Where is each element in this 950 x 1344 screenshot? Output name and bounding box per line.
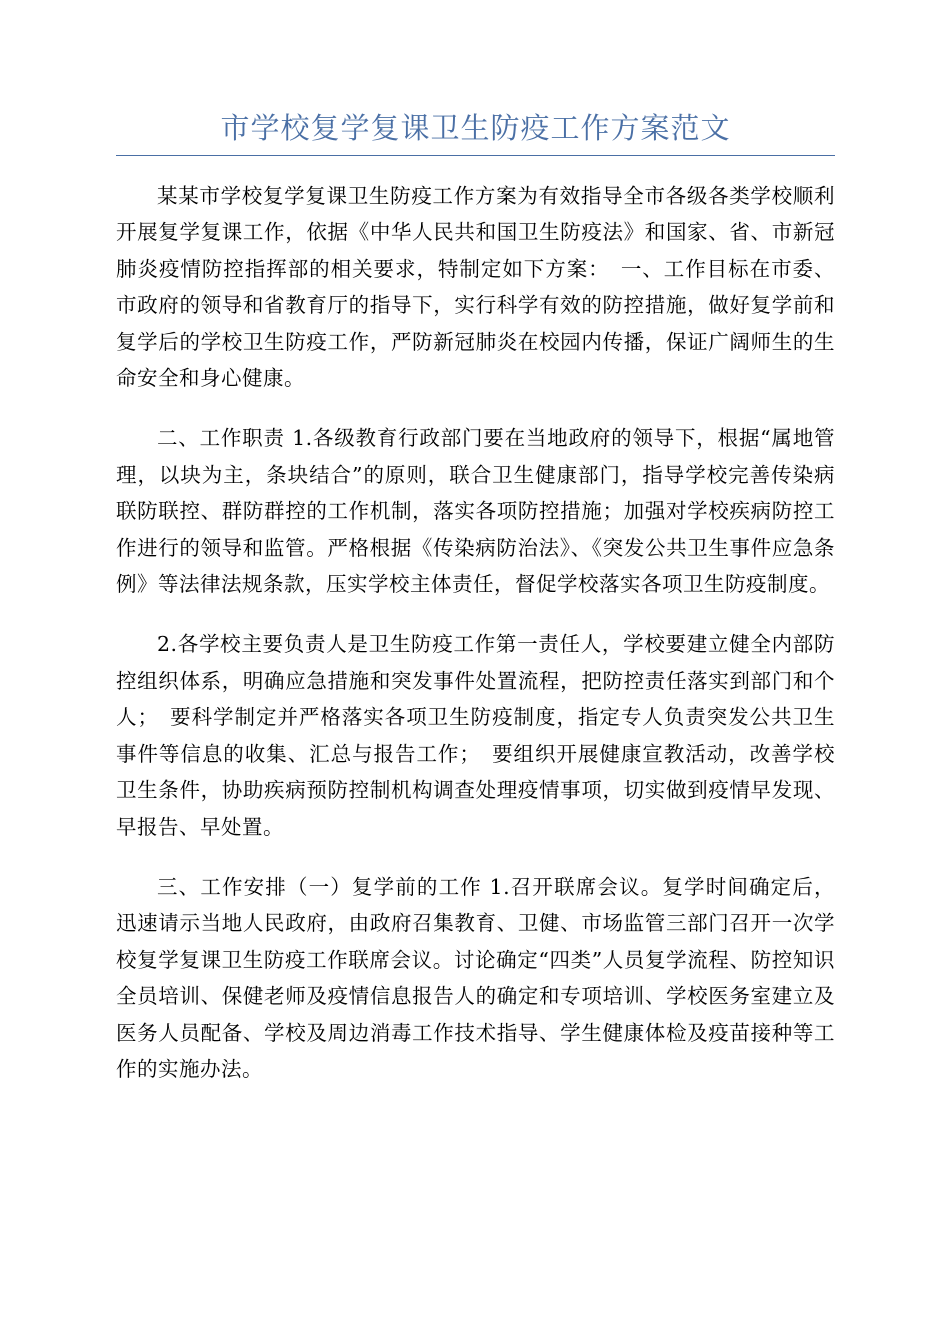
paragraph-4: 三、工作安排（一）复学前的工作 1.召开联席会议。复学时间确定后，迅速请示当地人民政府，由政府召集教育、卫健、市场监管三部门召开一次学校复学复课卫生防疫工作联席会议。讨论确定“四类”人员复学流程、防控知识全员培训、保健老师及疫情信息报告人的确定和专项培训、学校医务室建立及医务人员配备、学校及周边消毒工作技术指导、学生健康体检及疫苗接种等工作的实施办法。 <box>116 874 835 1081</box>
paragraph-2: 二、工作职责 1.各级教育行政部门要在当地政府的领导下，根据“属地管理，以块为主，条块结合”的原则，联合卫生健康部门，指导学校完善传染病联防联控、群防群控的工作机制，落实各项防控措施；加强对学校疾病防控工作进行的领导和监管。严格根据《传染病防治法》、《突发公共卫生事件应急条例》等法律法规条款，压实学校主体责任，督促学校落实各项卫生防疫制度。 <box>116 426 835 597</box>
paragraph-3: 2.各学校主要负责人是卫生防疫工作第一责任人，学校要建立健全内部防控组织体系，明确应急措施和突发事件处置流程，把防控责任落实到部门和个人； 要科学制定并严格落实各项卫生防疫制度，指定专人负责突发公共卫生事件等信息的收集、汇总与报告工作； 要组织开展健康宣教活动，改善学校卫生条件，协助疾病预防控制机构调查处理疫情事项，切实做到疫情早发现、早报告、早处置。 <box>116 632 835 839</box>
document-body <box>116 178 835 1111</box>
paragraph-1: 某某市学校复学复课卫生防疫工作方案为有效指导全市各级各类学校顺利开展复学复课工作，依据《中华人民共和国卫生防疫法》和国家、省、市新冠肺炎疫情防控指挥部的相关要求，特制定如下方案： 一、工作目标在市委、市政府的领导和省教育厅的指导下，实行科学有效的防控措施，做好复学前和复学后的学校卫生防疫工作，严防新冠肺炎在校园内传播，保证广阔师生的生命安全和身心健康。 <box>116 184 835 391</box>
title-block <box>116 108 835 156</box>
document-title: 市学校复学复课卫生防疫工作方案范文 <box>220 111 731 145</box>
